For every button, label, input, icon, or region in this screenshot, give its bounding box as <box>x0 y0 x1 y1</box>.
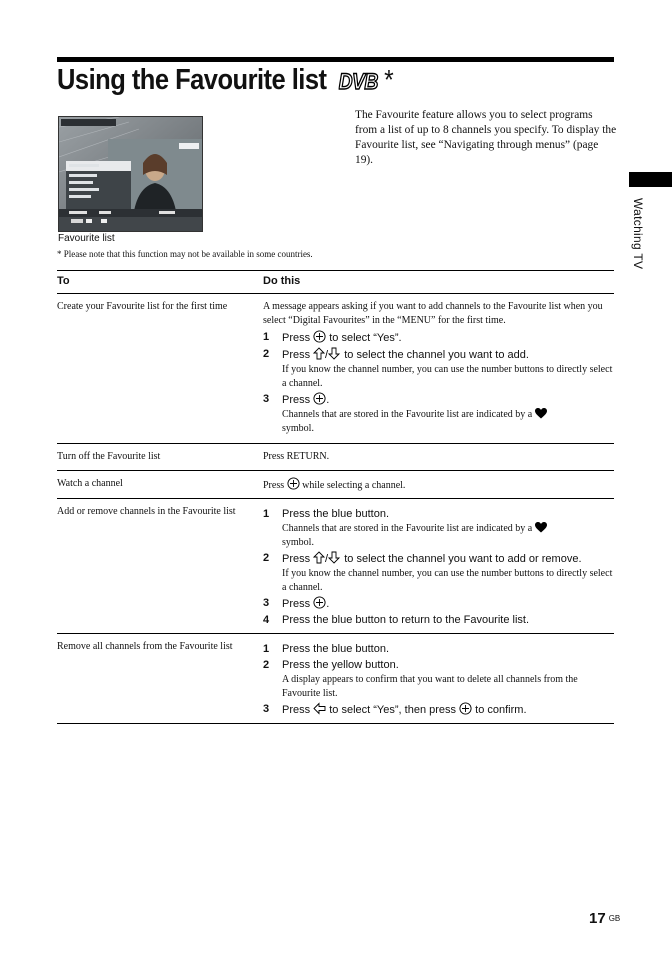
step: 3 Press . <box>263 393 330 406</box>
step: 1 Press to select “Yes”. <box>263 331 402 344</box>
step-note: If you know the channel number, you can use the number buttons to directly select a channel. <box>282 568 613 593</box>
favourite-list-screenshot <box>58 116 203 232</box>
heart-icon <box>535 522 547 533</box>
section-side-label: Watching TV <box>631 198 645 270</box>
header-do-this: Do this <box>263 271 614 294</box>
svg-text:DVB: DVB <box>338 70 378 92</box>
up-down-arrow-icon <box>313 347 341 360</box>
svg-text:/: / <box>325 349 329 360</box>
step: 2 Press / to select the channel you want to add. <box>263 348 529 361</box>
ok-plus-icon <box>459 702 472 715</box>
left-arrow-icon <box>313 702 326 715</box>
table-row <box>57 499 614 634</box>
page-title <box>57 64 393 97</box>
table-row <box>57 470 614 499</box>
table-header-row <box>57 271 614 294</box>
row-instructions <box>263 634 614 724</box>
step: 2 Press / to select the channel you want to add or remove. <box>263 552 582 565</box>
row-instructions <box>263 294 614 444</box>
row-description: Press RETURN. <box>263 444 614 471</box>
intro-paragraph: The Favourite feature allows you to select programs from a list of up to 8 channels you specify. To display the Favourite list, see “Navigating through menus” (page 19). <box>355 109 617 166</box>
step-note: Channels that are stored in the Favourite list are indicated by a symbol. <box>263 522 614 549</box>
section-tab-marker <box>629 172 672 187</box>
step: 3 Press to select “Yes”, then press to confirm. <box>263 703 527 716</box>
row-description: Press while selecting a channel. <box>263 470 614 499</box>
row-action: Create your Favourite list for the first time <box>57 294 263 444</box>
step: 1 Press the blue button. <box>263 643 390 655</box>
step-note: Channels that are stored in the Favourite list are indicated by a symbol. <box>263 408 614 435</box>
header-to: To <box>57 271 263 294</box>
instruction-table <box>57 270 614 724</box>
title-asterisk: * <box>384 64 394 95</box>
ok-plus-icon <box>313 392 326 405</box>
tv-screen-image <box>59 117 202 231</box>
row-description: A message appears asking if you want to add channels to the Favourite list when you select “Digital Favourites” in the “MENU” for the first time. <box>263 301 603 326</box>
table-row <box>57 294 614 444</box>
table-row <box>57 444 614 471</box>
title-rule <box>57 57 614 62</box>
dvb-logo-icon <box>338 70 384 92</box>
svg-text:/: / <box>325 553 329 564</box>
table-row <box>57 634 614 724</box>
row-action: Remove all channels from the Favourite list <box>57 634 263 724</box>
ok-plus-icon <box>287 477 300 490</box>
step-note: A display appears to confirm that you want to delete all channels from the Favourite list. <box>282 674 578 699</box>
footnote: * Please note that this function may not be available in some countries. <box>57 249 313 259</box>
figure-caption: Favourite list <box>58 233 115 244</box>
ok-plus-icon <box>313 330 326 343</box>
step: 3 Press . <box>263 597 330 610</box>
step: 1 Press the blue button. <box>263 508 390 520</box>
row-action: Add or remove channels in the Favourite list <box>57 499 263 634</box>
step-note: If you know the channel number, you can use the number buttons to directly select a channel. <box>282 364 613 389</box>
step: 4 Press the blue button to return to the Favourite list. <box>263 614 530 626</box>
ok-plus-icon <box>313 596 326 609</box>
row-instructions <box>263 499 614 634</box>
row-action: Turn off the Favourite list <box>57 444 263 471</box>
row-action: Watch a channel <box>57 470 263 499</box>
heart-icon <box>535 408 547 419</box>
page-title-text: Using the Favourite list <box>57 64 327 96</box>
page-number: 17 GB <box>589 910 621 927</box>
up-down-arrow-icon <box>313 551 341 564</box>
step: 2 Press the yellow button. <box>263 659 399 671</box>
